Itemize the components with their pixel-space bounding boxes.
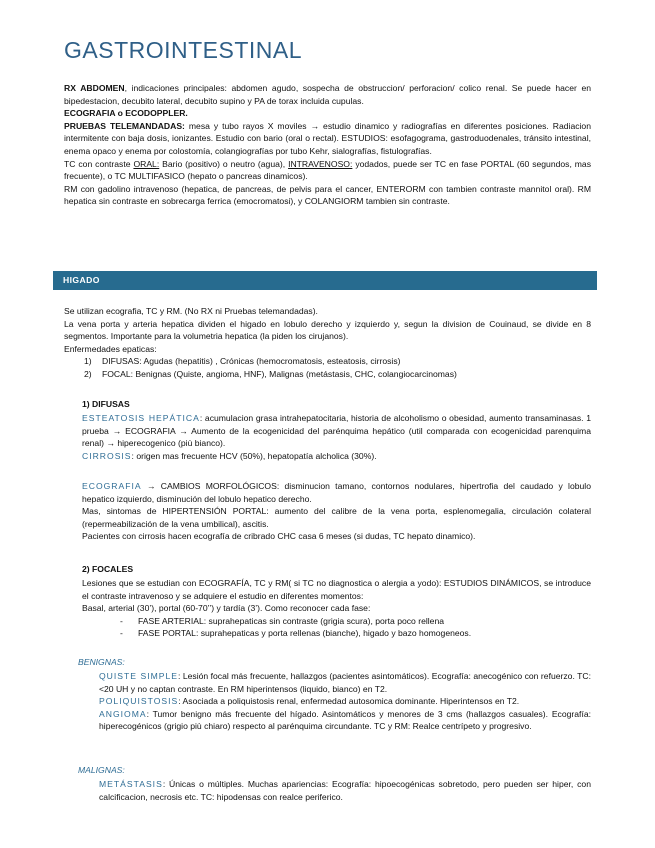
focales-block — [82, 577, 591, 640]
section-header-higado: HIGADO — [53, 271, 597, 290]
angioma-text: : Tumor benigno más frecuente del hígado. Asintomáticos y menores de 3 cms (hallazgos casuales). Ecografía: hiperecogénicos (grigio più chiaro) respecto al parénquima circundante. TC y RM: Realce centrípeto y progresivo. — [99, 708, 591, 732]
difusas-heading: 1) DIFUSAS — [82, 399, 130, 409]
higado-p1: Se utilizan ecografia, TC y RM. (No RX ni Pruebas telemandadas). — [64, 306, 318, 316]
benignas-block — [99, 670, 591, 733]
hipertension-para: Mas, sintomas de HIPERTENSIÓN PORTAL: aumento del calibre de la vena porta, esplenomegalia, circulación colateral (repermeabilización de la vena umbilical), ascitis. — [82, 506, 591, 529]
fase-text: FASE ARTERIAL: suprahepaticas sin contraste (grigia scura), porta poco rellena — [138, 615, 445, 626]
metastasis-label: METÁSTASIS — [99, 779, 163, 789]
cirrosis-text: : origen mas frecuente HCV (50%), hepatopatía alcholica (30%). — [131, 450, 377, 461]
ecografia-block — [82, 480, 591, 543]
esteatosis-text: : acumulacion grasa intrahepatocitaria, historia de alcoholismo o obesidad, aumento transaminasas. 1 prueba → ECOGRAFIA → Aumento de la ecogenicidad del parénquima hepático (util comparada con ecogenicidad parenquima renal) → hiperecogenico (più bianco). — [82, 413, 591, 449]
tc-intravenoso: INTRAVENOSO: — [288, 158, 353, 169]
quiste-text: : Lesión focal más frecuente, hallazgos (pacientes asintomáticos). Ecografía: anecogénico con refuerzo. TC: <20 UH y no captan contraste. En RM hiperintensos (liquido, bianco) en T2. — [99, 671, 591, 694]
list-number: 2) — [84, 368, 92, 379]
intro-paragraph — [64, 82, 591, 208]
rx-label: RX ABDOMEN — [64, 83, 125, 93]
poliquistosis-para — [99, 695, 591, 708]
higado-p3: Enfermedades epaticas: — [64, 343, 157, 354]
ecografia-para — [82, 480, 591, 505]
basal-text: Basal, arterial (30’), portal (60-70’’) y tardía (3’). Como reconocer cada fase: — [82, 603, 371, 614]
higado-p2: La vena porta y arteria hepatica dividen el higado en lobulo derecho y izquierdo y, segun la division de Couinaud, se divide en 8 segmentos. Importante para la volumetria hepatica (la piden los cirujanos). — [64, 318, 591, 342]
angioma-label: ANGIOMA — [99, 708, 147, 719]
pruebas-text: mesa y tubo rayos X moviles → estudio dinamico y radiografías en diferentes posiciones. Radiacion intermitente con baja dosis, ionizantes. Estudio con bario (oral o rectal). ESTUDIOS: esofagograma, gastroduodenales, tránsito intestinal, enema opaco y enema por colostomía, colangiografías por tubo Kehr, sialografías, fistulografías. — [64, 120, 591, 156]
esteatosis-label: ESTEATOSIS HEPÁTICA — [82, 413, 200, 423]
poliquistosis-label: POLIQUISTOSIS — [99, 696, 179, 707]
rx-abdomen-line — [64, 82, 591, 107]
list-item — [64, 368, 591, 381]
esteatosis-para — [82, 412, 591, 450]
ecografia-text: → CAMBIOS MORFOLÓGICOS: disminucion tamano, contornos nodulares, hipertrofia del caudado y lobulo hepatico izquierdo, disminución del lobulo hepatico derecho. — [82, 481, 591, 504]
rm-line: RM con gadolino intravenoso (hepatica, de pancreas, de pelvis para el cancer, ENTERORM con tambien contraste mannitol oral). RM hepatica sin contraste en sobrecarga ferrica (emocromatosi), y COLANGIORM tambien sin contraste. — [64, 183, 591, 207]
list-text: FOCAL: Benignas (Quiste, angioma, HNF), Malignas (metástasis, CHC, colangiocarcinomas) — [102, 368, 457, 379]
difusas-block — [82, 412, 591, 462]
tc-text2: yodados, puede ser TC en fase PORTAL (60 segundos, mas frecuente), o TC MULTIFASICO (hepato o pancreas dinamicos). — [64, 158, 592, 182]
focales-text: Lesiones que se estudian con ECOGRAFÍA, TC y RM( si TC no diagnostica o alergia a yodo): ESTUDIOS DINÁMICOS, se introduce el contraste intravenoso y se adquiere el estudio en diferentes momentos: — [82, 578, 591, 601]
page-title: GASTROINTESTINAL — [64, 37, 303, 63]
malignas-heading: MALIGNAS: — [78, 765, 125, 775]
cribrado-para: Pacientes con cirrosis hacen ecografía de cribrado CHC casa 6 meses (si dudas, TC hepato dinamico). — [82, 531, 476, 542]
pruebas-line — [64, 120, 591, 158]
pruebas-label: PRUEBAS TELEMANDADAS: — [64, 120, 185, 131]
malignas-block — [99, 778, 591, 803]
rx-text: , indicaciones principales: abdomen agudo, sospecha de obstruccion/ perforacion/ colico renal. Se puede hacer en bipedestacion, decubito lateral, decubito supino y PA de torax incluida cupulas. — [64, 83, 591, 106]
list-item — [82, 615, 591, 628]
quiste-para — [99, 670, 591, 695]
cirrosis-label: CIRROSIS — [82, 450, 132, 461]
poliquistosis-text: : Asociada a poliquistosis renal, enfermedad autosomica dominante. Hiperintensos en T2. — [178, 696, 520, 707]
ecografia-label: ECOGRAFIA — [82, 481, 142, 491]
quiste-label: QUISTE SIMPLE — [99, 671, 178, 681]
list-text: DIFUSAS: Agudas (hepatitis) , Crónicas (hemocromatosis, esteatosis, cirrosis) — [102, 356, 401, 367]
focales-heading: 2) FOCALES — [82, 564, 134, 574]
metastasis-text: : Únicas o múltiples. Muchas apariencias: Ecografía: hipoecogénicas sobretodo, pero pueden ser hiper, con calcificacion, necrosis etc. TC: hipodensas con realce periferico. — [99, 779, 591, 802]
list-item — [82, 627, 591, 640]
tc-line — [64, 158, 591, 183]
cirrosis-para — [82, 450, 591, 463]
angioma-para — [99, 708, 591, 733]
benignas-heading: BENIGNAS: — [78, 657, 125, 667]
bullet: - — [120, 615, 123, 626]
list-number: 1) — [84, 356, 92, 367]
eco-line: ECOGRAFIA o ECODOPPLER. — [64, 108, 188, 119]
tc-text1: Bario (positivo) o neutro (agua), — [159, 158, 289, 169]
tc-label: TC con contraste — [64, 158, 134, 169]
tc-oral: ORAL: — [133, 158, 160, 169]
higado-intro — [64, 305, 591, 381]
list-item — [64, 355, 591, 368]
bullet: - — [120, 628, 123, 639]
fase-text: FASE PORTAL: suprahepaticas y porta rellenas (bianche), higado y bazo homogeneos. — [138, 628, 472, 639]
metastasis-para — [99, 778, 591, 803]
